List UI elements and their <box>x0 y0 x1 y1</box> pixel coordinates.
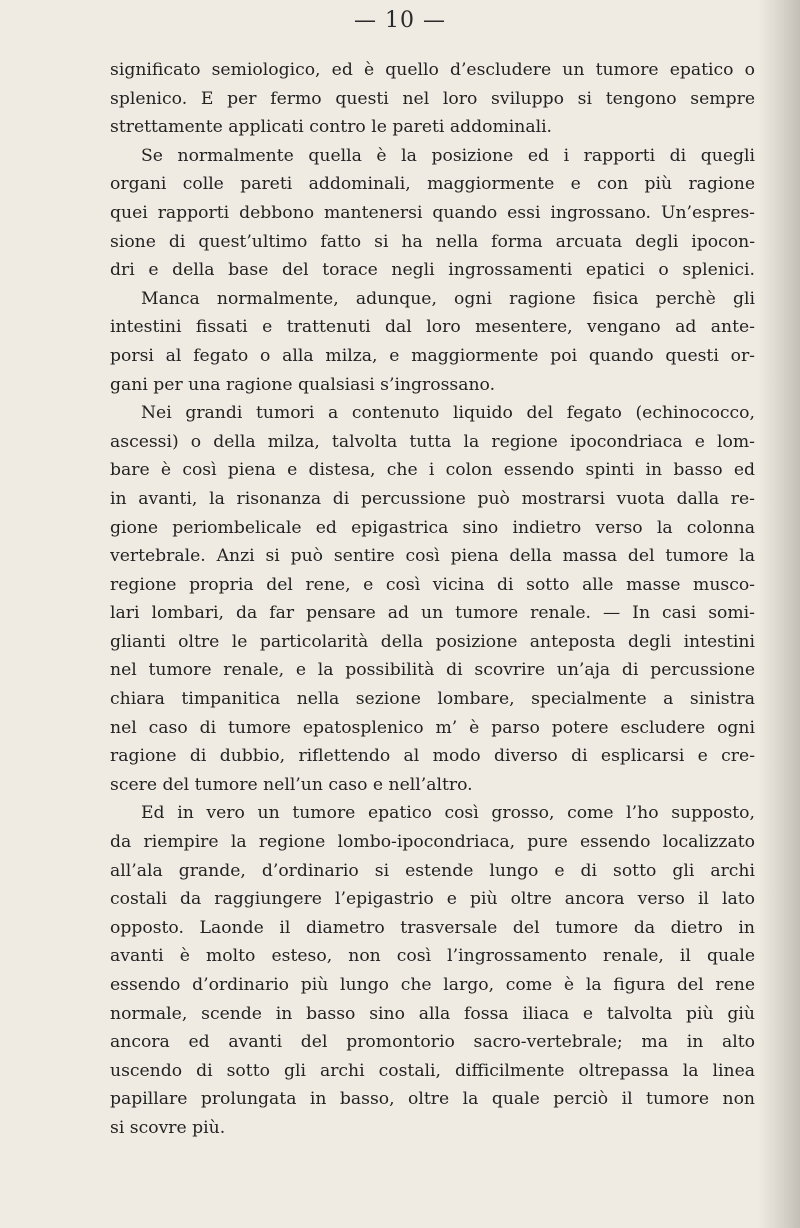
text-line: glianti oltre le particolarità della posizione anteposta degli intestini <box>110 631 755 652</box>
text-line: regione propria del rene, e così vicina di sotto alle masse musco- <box>110 574 755 595</box>
text-line: avanti è molto esteso, non così l’ingrossamento renale, il quale <box>110 946 755 967</box>
text-line: si scovre più. <box>110 1117 226 1138</box>
text-line: gione periombelicale ed epigastrica sino indietro verso la colonna <box>110 517 755 538</box>
text-line: vertebrale. Anzi si può sentire così piena della massa del tumore la <box>110 546 755 567</box>
text-line: sione di quest’ultimo fatto si ha nella forma arcuata degli ipocon- <box>110 231 755 252</box>
text-line: dri e della base del torace negli ingrossamenti epatici o splenici. <box>110 260 755 281</box>
text-line: ascessi) o della milza, talvolta tutta la regione ipocondriaca e lom- <box>110 431 755 452</box>
text-line: opposto. Laonde il diametro trasversale del tumore da dietro in <box>110 917 755 938</box>
text-line: lari lombari, da far pensare ad un tumore renale. — In casi somi- <box>110 603 755 624</box>
text-line: Ed in vero un tumore epatico così grosso, come l’ho supposto, <box>141 803 755 824</box>
text-line: strettamente applicati contro le pareti addominali. <box>110 117 553 138</box>
text-line: chiara timpanitica nella sezione lombare, specialmente a sinistra <box>110 689 755 710</box>
text-line: splenico. E per fermo questi nel loro sviluppo si tengono sempre <box>110 88 755 109</box>
text-line: da riempire la regione lombo-ipocondriaca, pure essendo localizzato <box>110 832 755 853</box>
text-line: gani per una ragione qualsiasi s’ingrossano. <box>110 374 496 395</box>
text-line: normale, scende in basso sino alla fossa iliaca e talvolta più giù <box>110 1003 755 1024</box>
text-line: organi colle pareti addominali, maggiormente e con più ragione <box>110 174 755 195</box>
text-line: uscendo di sotto gli archi costali, difficilmente oltrepassa la linea <box>110 1060 755 1081</box>
text-line: Nei grandi tumori a contenuto liquido del fegato (echinococco, <box>141 403 755 424</box>
text-line: scere del tumore nell’un caso e nell’altro. <box>110 774 473 795</box>
page-edge-shadow <box>758 0 800 1228</box>
page-number: — 10 — <box>354 8 446 33</box>
text-line: essendo d’ordinario più lungo che largo, come è la figura del rene <box>110 975 755 995</box>
text-line: significato semiologico, ed è quello d’escludere un tumore epatico o <box>110 60 755 80</box>
text-line: porsi al fegato o alla milza, e maggiormente poi quando questi or- <box>110 345 755 366</box>
text-line: bare è così piena e distesa, che i colon essendo spinti in basso ed <box>110 460 755 481</box>
text-line: Manca normalmente, adunque, ogni ragione fisica perchè gli <box>141 288 755 309</box>
text-line: nel tumore renale, e la possibilità di scovrire un’aja di percussione <box>110 660 755 681</box>
text-line: in avanti, la risonanza di percussione può mostrarsi vuota dalla re- <box>110 488 755 509</box>
text-line: ancora ed avanti del promontorio sacro-vertebrale; ma in alto <box>110 1032 755 1053</box>
text-line: costali da raggiungere l’epigastrio e più oltre ancora verso il lato <box>110 889 755 910</box>
text-line: ragione di dubbio, riflettendo al modo diverso di esplicarsi e cre- <box>110 746 755 767</box>
text-line: intestini fissati e trattenuti dal loro mesentere, vengano ad ante- <box>110 317 755 338</box>
text-line: quei rapporti debbono mantenersi quando essi ingrossano. Un’espres- <box>110 202 755 223</box>
text-line: all’ala grande, d’ordinario si estende lungo e di sotto gli archi <box>110 860 755 881</box>
text-line: nel caso di tumore epatosplenico m’ è parso potere escludere ogni <box>110 717 755 738</box>
text-line: Se normalmente quella è la posizione ed i rapporti di quegli <box>141 145 755 166</box>
body-text <box>110 56 755 1143</box>
text-line: papillare prolungata in basso, oltre la quale perciò il tumore non <box>110 1089 755 1110</box>
